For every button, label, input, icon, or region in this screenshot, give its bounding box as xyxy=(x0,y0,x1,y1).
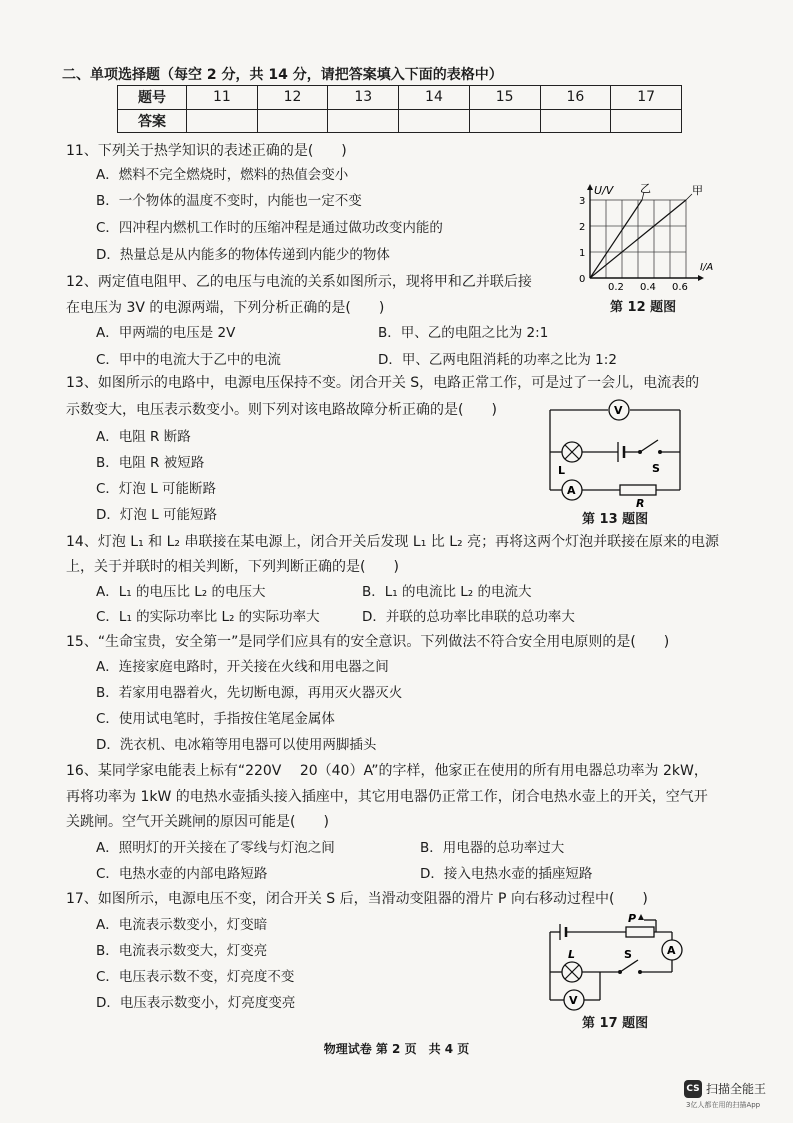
q16-stem-2: 再将功率为 1kW 的电热水壶插头接入插座中，其它用电器仍正常工作，闭合电热水壶上的开关，空气开 xyxy=(66,789,708,805)
answer-cell-11[interactable] xyxy=(187,109,258,133)
q11-option-c: C．四冲程内燃机工作时的压缩冲程是通过做功改变内能的 xyxy=(96,220,443,236)
q15-stem: 15、“生命宝贵，安全第一”是同学们应具有的安全意识。下列做法不符合安全用电原则的是( ) xyxy=(66,634,670,650)
q16-option-d: D．接入电热水壶的插座短路 xyxy=(420,866,593,882)
q12-graph xyxy=(560,180,740,290)
xtick-0-2: 0.2 xyxy=(608,282,624,290)
slider-label: P xyxy=(628,912,637,925)
q16-option-c: C．电热水壶的内部电路短路 xyxy=(96,866,268,882)
graph-label-yi: 乙 xyxy=(640,182,651,195)
q17-caption: 第 17 题图 xyxy=(582,1016,649,1031)
q14-option-d: D．并联的总功率比串联的总功率大 xyxy=(362,609,575,625)
q15-option-a: A．连接家庭电路时，开关接在火线和用电器之间 xyxy=(96,659,389,675)
scanner-logo-icon: CS xyxy=(684,1080,702,1098)
q11-option-b: B．一个物体的温度不变时，内能也一定不变 xyxy=(96,193,362,209)
page-footer: 物理试卷 第 2 页 共 4 页 xyxy=(323,1042,470,1056)
q13-caption: 第 13 题图 xyxy=(582,512,649,527)
q13-option-d: D．灯泡 L 可能短路 xyxy=(96,507,217,523)
section-title: 二、单项选择题（每空 2 分，共 14 分，请把答案填入下面的表格中） xyxy=(62,67,503,83)
q14-option-b: B．L₁ 的电流比 L₂ 的电流大 xyxy=(362,584,532,600)
lamp-label: L xyxy=(568,948,576,961)
q12-stem-2: 在电压为 3V 的电源两端，下列分析正确的是( ) xyxy=(66,300,385,316)
q13-stem-1: 13、如图所示的电路中，电源电压保持不变。闭合开关 S，电路正常工作，可是过了一会儿，电流表的 xyxy=(66,375,700,391)
answer-cell-15[interactable] xyxy=(469,109,540,133)
q14-option-a: A．L₁ 的电压比 L₂ 的电压大 xyxy=(96,584,266,600)
answer-cell-13[interactable] xyxy=(328,109,399,133)
q12-option-a: A．甲两端的电压是 2V xyxy=(96,325,236,341)
q14-stem-2: 上，关于并联时的相关判断，下列判断正确的是( ) xyxy=(66,559,399,575)
q12-option-b: B．甲、乙的电阻之比为 2:1 xyxy=(378,325,549,341)
q17-option-d: D．电压表示数变小，灯亮度变亮 xyxy=(96,995,296,1011)
xtick-0-6: 0.6 xyxy=(672,282,688,290)
table-number-13: 13 xyxy=(328,86,399,110)
q16-stem-1: 16、某同学家电能表上标有“220V 20（40）A”的字样，他家正在使用的所有用电器总功率为 2kW， xyxy=(66,763,708,779)
q16-stem-3: 关跳闸。空气开关跳闸的原因可能是( ) xyxy=(66,814,329,830)
answer-cell-16[interactable] xyxy=(540,109,611,133)
q17-circuit xyxy=(540,912,700,1014)
answer-table-header-row xyxy=(118,86,682,110)
ytick-2: 2 xyxy=(579,222,586,233)
table-number-17: 17 xyxy=(611,86,682,110)
ytick-1: 1 xyxy=(579,248,586,259)
answer-table xyxy=(117,85,682,133)
graph-label-jia: 甲 xyxy=(692,184,703,197)
graph-origin: 0 xyxy=(579,274,586,285)
resistor-label: R xyxy=(636,497,645,508)
q11-stem: 11、下列关于热学知识的表述正确的是( ) xyxy=(66,143,347,159)
q17-option-c: C．电压表示数不变，灯亮度不变 xyxy=(96,969,295,985)
answer-cell-17[interactable] xyxy=(611,109,682,133)
answer-table-answer-row xyxy=(118,109,682,133)
table-number-16: 16 xyxy=(540,86,611,110)
q12-option-c: C．甲中的电流大于乙中的电流 xyxy=(96,352,281,368)
table-number-11: 11 xyxy=(187,86,258,110)
q12-caption: 第 12 题图 xyxy=(610,300,677,315)
table-answer-label: 答案 xyxy=(118,109,187,133)
scanner-app-name: 扫描全能王 xyxy=(706,1082,767,1096)
q15-option-c: C．使用试电笔时，手指按住笔尾金属体 xyxy=(96,711,335,727)
voltmeter-label: V xyxy=(569,994,578,1007)
switch-label: S xyxy=(652,462,660,475)
q15-option-d: D．洗衣机、电冰箱等用电器可以使用两脚插头 xyxy=(96,737,377,753)
q12-stem-1: 12、两定值电阻甲、乙的电压与电流的关系如图所示，现将甲和乙并联后接 xyxy=(66,274,532,290)
table-number-12: 12 xyxy=(257,86,328,110)
q11-option-d: D．热量总是从内能多的物体传递到内能少的物体 xyxy=(96,247,390,263)
lamp-label: L xyxy=(558,464,566,477)
switch-label: S xyxy=(624,948,632,961)
graph-ylabel: U/V xyxy=(594,184,614,197)
resistor-icon xyxy=(620,485,656,495)
q13-option-c: C．灯泡 L 可能断路 xyxy=(96,481,217,497)
scanner-tagline: 3亿人都在用的扫描App xyxy=(686,1101,761,1109)
line-yi xyxy=(590,200,642,278)
q15-option-b: B．若家用电器着火，先切断电源，再用灭火器灭火 xyxy=(96,685,403,701)
answer-cell-14[interactable] xyxy=(399,109,470,133)
q12-option-d: D．甲、乙两电阻消耗的功率之比为 1:2 xyxy=(378,352,617,368)
q16-option-a: A．照明灯的开关接在了零线与灯泡之间 xyxy=(96,840,335,856)
voltmeter-label: V xyxy=(614,404,623,417)
q14-stem-1: 14、灯泡 L₁ 和 L₂ 串联接在某电源上，闭合开关后发现 L₁ 比 L₂ 亮；再将这两个灯泡并联接在原来的电源 xyxy=(66,534,720,550)
q14-option-c: C．L₁ 的实际功率比 L₂ 的实际功率大 xyxy=(96,609,320,625)
q13-option-b: B．电阻 R 被短路 xyxy=(96,455,205,471)
q17-stem: 17、如图所示，电源电压不变，闭合开关 S 后，当滑动变阻器的滑片 P 向右移动过程中( ) xyxy=(66,891,648,907)
graph-xlabel: I/A xyxy=(700,262,714,273)
ytick-3: 3 xyxy=(579,196,586,207)
table-number-14: 14 xyxy=(399,86,470,110)
rheostat-icon xyxy=(626,927,654,937)
ammeter-label: A xyxy=(667,944,676,957)
q13-circuit xyxy=(540,396,690,508)
ammeter-label: A xyxy=(567,484,576,497)
q17-option-b: B．电流表示数变大，灯变亮 xyxy=(96,943,268,959)
q17-option-a: A．电流表示数变小，灯变暗 xyxy=(96,917,268,933)
table-header-label: 题号 xyxy=(118,86,187,110)
answer-cell-12[interactable] xyxy=(257,109,328,133)
table-number-15: 15 xyxy=(469,86,540,110)
q13-option-a: A．电阻 R 断路 xyxy=(96,429,191,445)
q13-stem-2: 示数变大，电压表示数变小。则下列对该电路故障分析正确的是( ) xyxy=(66,402,497,418)
q11-option-a: A．燃料不完全燃烧时，燃料的热值会变小 xyxy=(96,167,349,183)
q16-option-b: B．用电器的总功率过大 xyxy=(420,840,565,856)
xtick-0-4: 0.4 xyxy=(640,282,656,290)
